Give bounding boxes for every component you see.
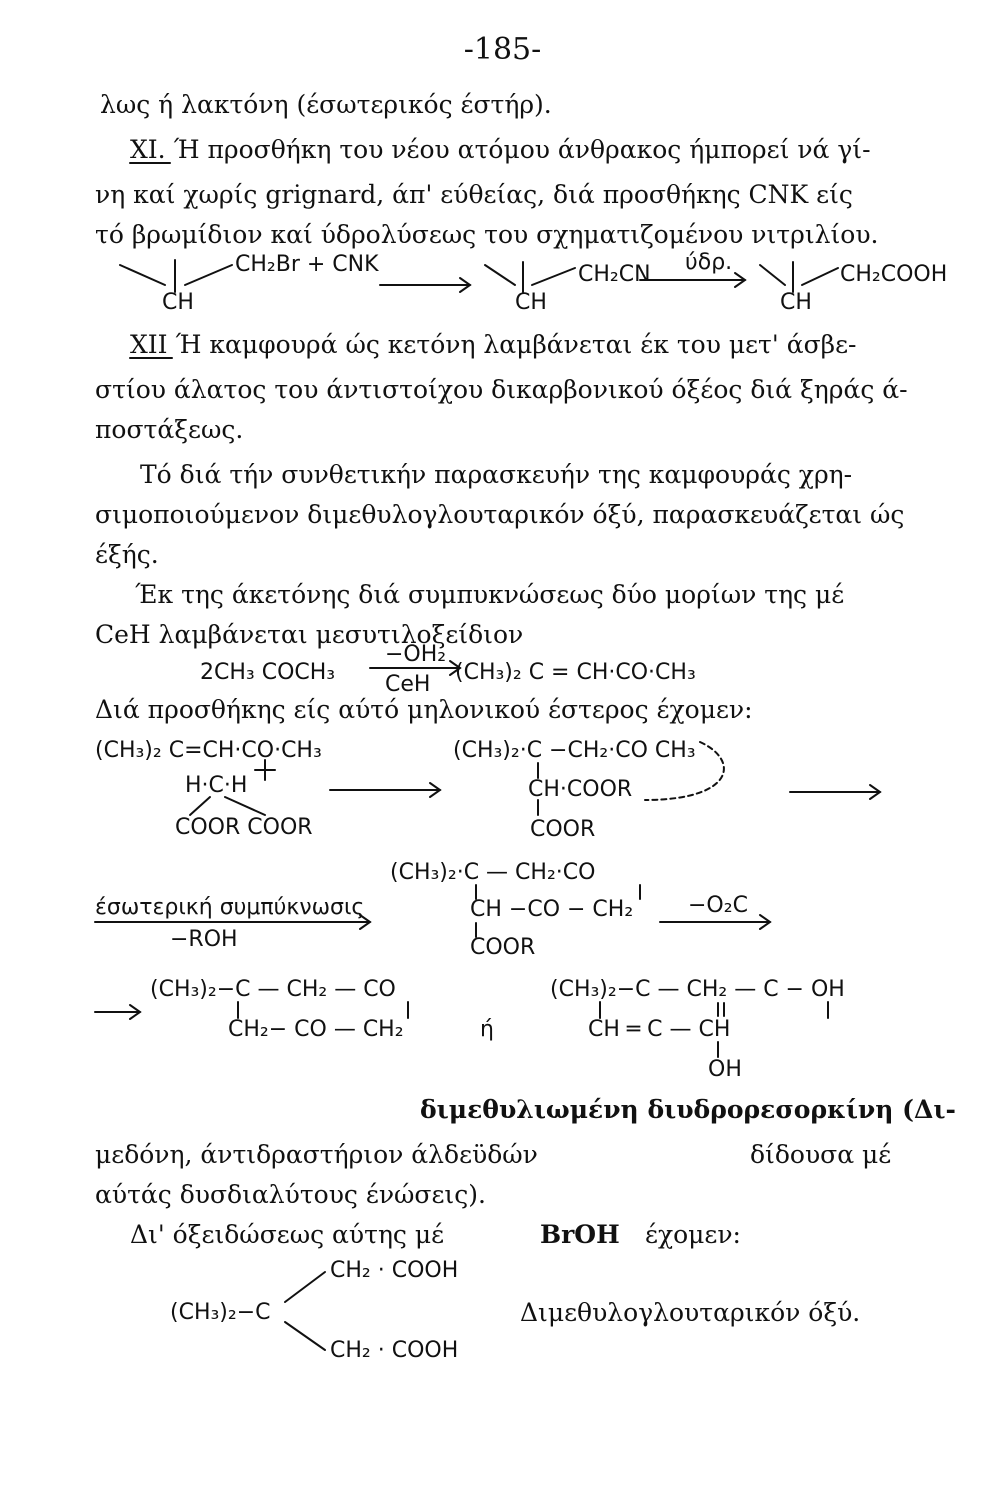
text-line-7: ποστάξεως. <box>95 415 244 444</box>
text-line-5: ΧΙΙ Ή καμφουρά ώς κετόνη λαμβάνεται έκ του μετ' άσβε- <box>130 330 857 359</box>
chem-c-roh: −ROH <box>170 927 238 952</box>
text-line-8: Τό διά τήν συνθετικήν παρασκευήν της καμφουράς χρη- <box>140 460 853 489</box>
chem-e-top: CH₂ · COOH <box>330 1258 459 1283</box>
text-line-10: έξής. <box>95 540 159 569</box>
chem-c-line-2: CH −CO − CH₂ <box>470 897 634 922</box>
text-line-3: νη καί χωρίς grignard, άπ' εύθείας, διά προσθήκης CNK είς <box>95 180 853 209</box>
chem-m-adduct-1: (CH₃)₂·C −CH₂·CO CH₃ <box>453 738 696 763</box>
chem-d-keto-1: (CH₃)₂−C — CH₂ — CO <box>150 977 396 1002</box>
chem-c-line-3: COOR <box>470 935 536 960</box>
text-line-1: λως ή λακτόνη (έσωτερικός έστήρ). <box>100 90 552 119</box>
text-line-2: ΧΙ. Ή προσθήκη του νέου ατόμου άνθρακος ήμπορεί νά γί- <box>130 135 871 164</box>
chem-r2-mesityl: (CH₃)₂ C = CH·CO·CH₃ <box>455 660 696 685</box>
text-line-6: στίου άλατος του άντιστοίχου δικαρβονικού όξέος διά ξηράς ά- <box>95 375 908 404</box>
chem-r1-ch3: CH <box>780 290 812 315</box>
chem-r1-acid: CH₂COOH <box>840 262 948 287</box>
chem-e-center: (CH₃)₂−C <box>170 1300 271 1325</box>
text-line-20: έχομεν: <box>645 1220 741 1249</box>
chem-d-enol-1: (CH₃)₂−C — CH₂ — C − OH <box>550 977 845 1002</box>
text-line-15: μεδόνη, άντιδραστήριον άλδεϋδών <box>95 1140 538 1169</box>
chem-c-label: έσωτερική συμπύκνωσις <box>95 895 365 920</box>
chem-r2-acetone: 2CH₃ COCH₃ <box>200 660 336 685</box>
chem-m-adduct-2: CH·COOR <box>528 777 633 802</box>
text-line-9: σιμοποιούμενον διμεθυλογλουταρικόν όξύ, παρασκευάζεται ώς <box>95 500 905 529</box>
chem-m-malonic-coor: COOR COOR <box>175 815 313 840</box>
chem-r1-ch1: CH <box>162 290 194 315</box>
text-line-17: αύτάς δυσδιαλύτους ένώσεις). <box>95 1180 486 1209</box>
text-line-21: Διμεθυλογλουταρικόν όξύ. <box>520 1298 861 1327</box>
text-line-4: τό βρωμίδιον καί ύδρολύσεως του σχηματιζομένου νιτριλίου. <box>95 220 879 249</box>
chem-d-enol-2: CH ═ C — CH <box>588 1017 731 1042</box>
chem-r1-nitrile: CH₂CN <box>578 262 651 287</box>
chem-e-bottom: CH₂ · COOH <box>330 1338 459 1363</box>
chem-d-enol-oh: OH <box>708 1057 742 1082</box>
text-line-11: Έκ της άκετόνης διά συμπυκνώσεως δύο μορίων της μέ <box>135 580 845 609</box>
chem-d-keto-2: CH₂− CO — CH₂ <box>228 1017 404 1042</box>
chem-r1-reactant: CH₂Br + CNK <box>235 252 379 277</box>
text-line-18: Δι' όξειδώσεως αύτης μέ <box>130 1220 445 1249</box>
chem-c-decarbox: −O₂C <box>688 893 748 918</box>
chem-r1-hydrolysis: ύδρ. <box>685 250 733 275</box>
chem-c-line-1: (CH₃)₂·C — CH₂·CO <box>390 860 596 885</box>
chem-r2-catalyst: CeH <box>385 672 431 697</box>
chem-d-or: ή <box>480 1017 494 1042</box>
chem-r2-water: −OH₂ <box>385 642 447 667</box>
chem-m-malonic-ch: H·C·H <box>185 773 248 798</box>
text-line-19: ΒrΟΗ <box>540 1220 620 1249</box>
text-line-16: δίδουσα μέ <box>750 1140 892 1169</box>
text-line-13: Διά προσθήκης είς αύτό μηλονικού έστερος έχομεν: <box>95 695 753 724</box>
text-line-14: διμεθυλιωμένη διυδρορεσορκίνη (Δι- <box>420 1095 956 1124</box>
page-number: -185- <box>463 32 542 67</box>
text-line-12: CeH λαμβάνεται μεσυτιλοξείδιον <box>95 620 524 649</box>
chem-m-adduct-3: COOR <box>530 817 596 842</box>
chem-r1-ch2: CH <box>515 290 547 315</box>
chem-m-mesityl: (CH₃)₂ C=CH·CO·CH₃ <box>95 738 322 763</box>
